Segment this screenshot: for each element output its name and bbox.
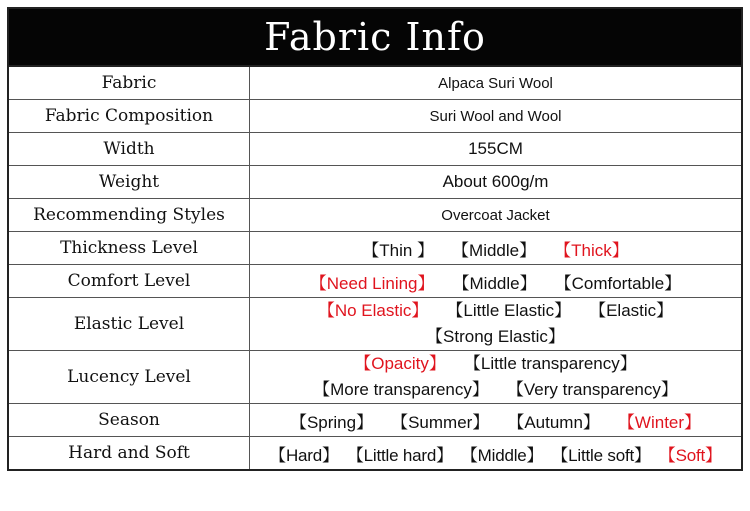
- fabric-info-table: [9, 67, 741, 469]
- page-title: Fabric Info: [9, 9, 741, 67]
- option-elastic: 【Elastic】: [589, 301, 674, 320]
- option-autumn: 【Autumn】: [507, 412, 600, 432]
- row-value-elastic-level: [250, 298, 742, 351]
- option-opacity: 【Opacity】: [354, 354, 446, 373]
- row-label-hard-and-soft: Hard and Soft: [9, 437, 250, 470]
- table-row: [9, 199, 741, 232]
- table-row: [9, 404, 741, 437]
- row-value-recommending-styles: Overcoat Jacket: [250, 199, 742, 232]
- row-label-weight: Weight: [9, 166, 250, 199]
- option-thick: 【Thick】: [554, 240, 629, 260]
- row-label-recommending-styles: Recommending Styles: [9, 199, 250, 232]
- option-very-transparency: 【Very transparency】: [506, 380, 678, 399]
- option-little-elastic: 【Little Elastic】: [446, 301, 572, 320]
- row-label-thickness-level: Thickness Level: [9, 232, 250, 265]
- option-comfortable: 【Comfortable】: [554, 273, 682, 293]
- option-thin: 【Thin 】: [362, 240, 435, 260]
- row-value-lucency-level: [250, 351, 742, 404]
- option-hard: 【Hard】: [269, 445, 339, 465]
- table-row: [9, 232, 741, 265]
- option-middle: 【Middle】: [452, 273, 537, 293]
- table-row: [9, 437, 741, 470]
- row-value-season: [250, 404, 742, 437]
- row-value-weight: About 600g/m: [250, 166, 742, 199]
- option-winter: 【Winter】: [617, 412, 702, 432]
- option-little-transparency: 【Little transparency】: [463, 354, 637, 373]
- option-middle: 【Middle】: [460, 445, 544, 465]
- option-middle: 【Middle】: [452, 240, 537, 260]
- option-little-soft: 【Little soft】: [551, 445, 651, 465]
- row-value-hard-and-soft: [250, 437, 742, 470]
- option-need-lining: 【Need Lining】: [309, 273, 435, 293]
- option-spring: 【Spring】: [289, 412, 374, 432]
- row-value-width: 155CM: [250, 133, 742, 166]
- option-strong-elastic: 【Strong Elastic】: [426, 327, 565, 346]
- row-label-width: Width: [9, 133, 250, 166]
- row-value-fabric: Alpaca Suri Wool: [250, 67, 742, 100]
- row-label-lucency-level: Lucency Level: [9, 351, 250, 404]
- row-label-fabric: Fabric: [9, 67, 250, 100]
- fabric-info-sheet: [7, 7, 743, 471]
- table-row: [9, 298, 741, 351]
- option-summer: 【Summer】: [391, 412, 490, 432]
- table-row: [9, 351, 741, 404]
- table-row: [9, 67, 741, 100]
- option-soft: 【Soft】: [658, 445, 722, 465]
- row-value-comfort-level: [250, 265, 742, 298]
- row-value-fabric-composition: Suri Wool and Wool: [250, 100, 742, 133]
- table-row: [9, 133, 741, 166]
- option-little-hard: 【Little hard】: [346, 445, 453, 465]
- option-more-transparency: 【More transparency】: [313, 380, 489, 399]
- row-value-thickness-level: [250, 232, 742, 265]
- row-label-fabric-composition: Fabric Composition: [9, 100, 250, 133]
- table-row: [9, 100, 741, 133]
- row-label-season: Season: [9, 404, 250, 437]
- table-row: [9, 265, 741, 298]
- table-row: [9, 166, 741, 199]
- option-no-elastic: 【No Elastic】: [317, 301, 429, 320]
- row-label-elastic-level: Elastic Level: [9, 298, 250, 351]
- row-label-comfort-level: Comfort Level: [9, 265, 250, 298]
